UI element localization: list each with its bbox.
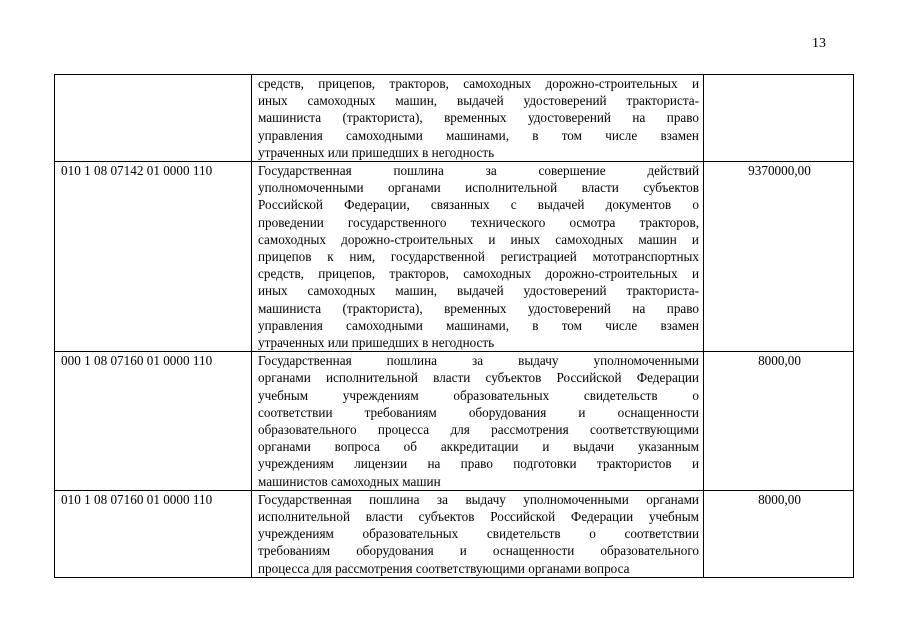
- table-row: [55, 162, 854, 352]
- description-line: процесса для рассмотрения соответствующими органами вопроса: [258, 560, 630, 576]
- table-row: [55, 490, 854, 577]
- classification-code: 010 1 08 07160 01 0000 110: [55, 490, 252, 577]
- revenue-description: [252, 352, 704, 491]
- description-line: утраченных или пришедших в негодность: [258, 335, 495, 351]
- description-line: иных самоходных машин, выдачей удостоверений тракториста-: [258, 93, 699, 109]
- description-line: самоходных дорожно-строительных и иных самоходных машин и: [258, 231, 699, 247]
- description-line: иных самоходных машин, выдачей удостоверений тракториста-: [258, 283, 699, 299]
- classification-code: [55, 75, 252, 162]
- amount: [704, 75, 854, 162]
- description-line: управления самоходными машинами, в том числе взамен: [258, 127, 699, 143]
- table-row: [55, 352, 854, 491]
- description-line: соответствии требованиям оборудования и оснащенности: [258, 404, 699, 420]
- description-line: Государственная пошлина за выдачу уполномоченными: [258, 353, 699, 369]
- description-line: средств, прицепов, тракторов, самоходных дорожно-строительных и: [258, 76, 699, 91]
- revenue-table: [54, 74, 854, 578]
- description-line: машиниста (тракториста), временных удостоверений на право: [258, 300, 699, 316]
- description-line: Государственная пошлина за совершение действий: [258, 163, 699, 179]
- description-line: уполномоченными органами исполнительной власти субъектов: [258, 180, 699, 196]
- classification-code: 000 1 08 07160 01 0000 110: [55, 352, 252, 491]
- description-line: требованиям оборудования и оснащенности образовательного: [258, 543, 699, 559]
- description-line: средств, прицепов, тракторов, самоходных дорожно-строительных и: [258, 266, 699, 282]
- classification-code: 010 1 08 07142 01 0000 110: [55, 162, 252, 352]
- description-line: утраченных или пришедших в негодность: [258, 144, 495, 160]
- description-line: исполнительной власти субъектов Российской Федерации учебным: [258, 509, 699, 525]
- description-line: машинистов самоходных машин: [258, 473, 441, 489]
- table-row: [55, 75, 854, 162]
- description-line: образовательного процесса для рассмотрения соответствующими: [258, 422, 699, 438]
- description-line: Государственная пошлина за выдачу уполномоченными органами: [258, 491, 699, 507]
- revenue-description: [252, 75, 704, 162]
- revenue-description: [252, 490, 704, 577]
- amount: 8000,00: [704, 352, 854, 491]
- page-number: 13: [812, 36, 826, 51]
- description-line: учреждениям образовательных свидетельств о соответствии: [258, 526, 699, 542]
- description-line: Российской Федерации, связанных с выдачей документов о: [258, 197, 699, 213]
- amount: 9370000,00: [704, 162, 854, 352]
- description-line: учебным учреждениям образовательных свидетельств о: [258, 387, 699, 403]
- description-line: машиниста (тракториста), временных удостоверений на право: [258, 110, 699, 126]
- description-line: органами вопроса об аккредитации и выдачи указанным: [258, 439, 699, 455]
- amount: 8000,00: [704, 490, 854, 577]
- table-body: [55, 75, 854, 578]
- description-line: прицепов к ним, государственной регистрацией мототранспортных: [258, 249, 699, 265]
- description-line: учреждениям лицензии на право подготовки трактористов и: [258, 456, 699, 472]
- description-line: управления самоходными машинами, в том числе взамен: [258, 317, 699, 333]
- description-line: органами исполнительной власти субъектов Российской Федерации: [258, 370, 699, 386]
- description-line: проведении государственного технического осмотра тракторов,: [258, 214, 699, 230]
- revenue-description: [252, 162, 704, 352]
